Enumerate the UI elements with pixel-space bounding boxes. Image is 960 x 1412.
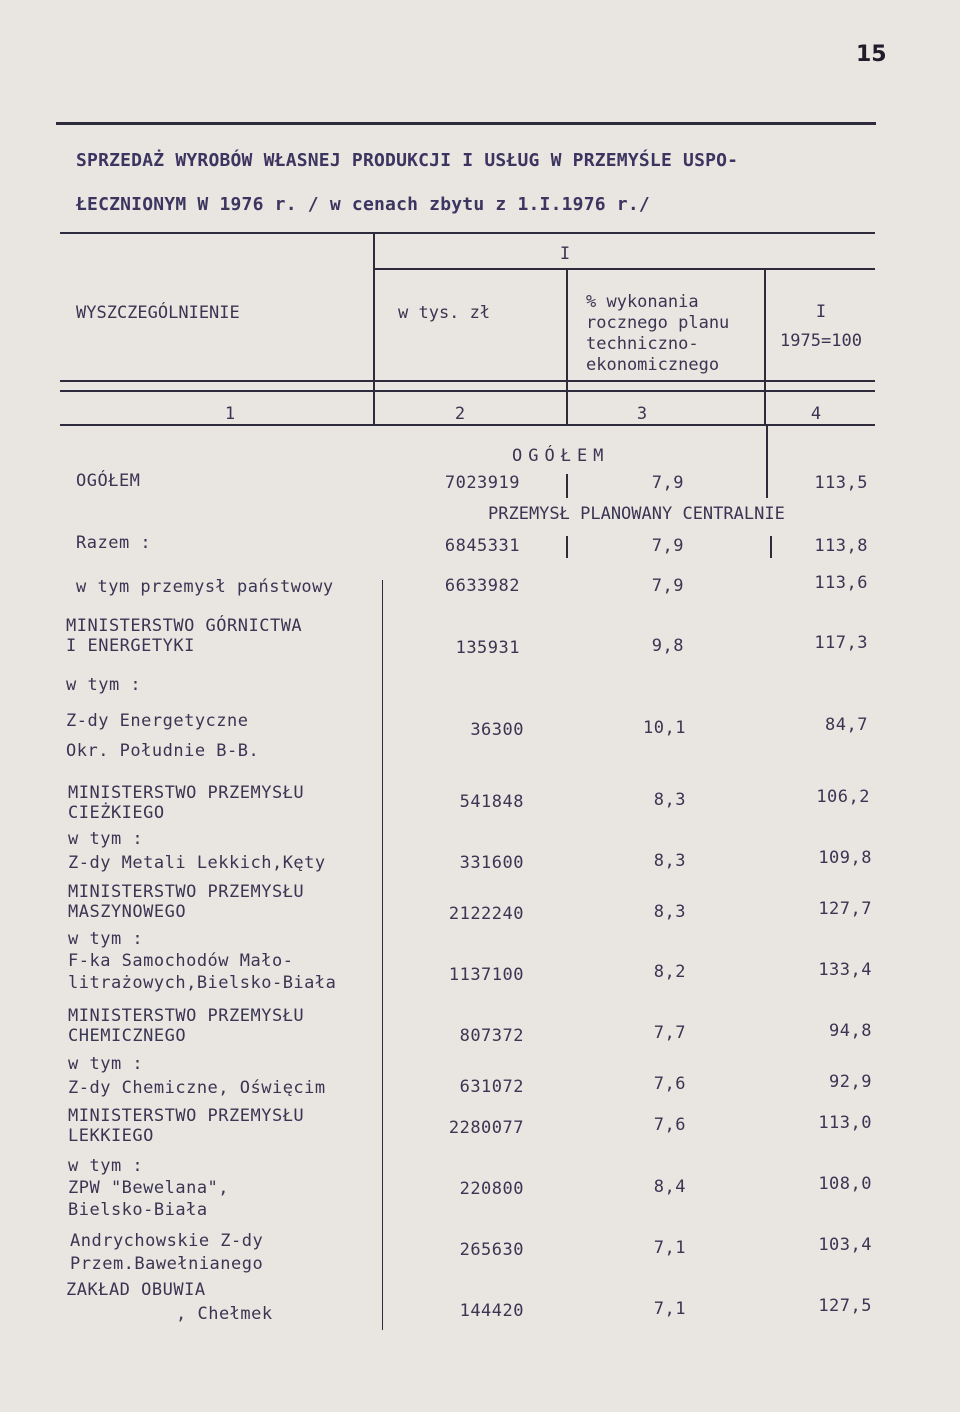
row-label-line: ZPW "Bewelana", [68,1178,230,1198]
header-bottom-rule [60,380,875,382]
row-label-line: Z-dy Metali Lekkich,Kęty [68,853,326,873]
row-label-line: w tym : [68,929,144,949]
row-label [68,1052,326,1100]
row-label [68,783,304,823]
col-number-4: 4 [810,404,822,424]
row-label-line: litrażowych,Bielsko-Biała [68,973,337,993]
col-number-3: 3 [636,404,648,424]
row-label-line: F-ka Samochodów Mało- [68,951,294,971]
header-col3 [586,292,729,376]
top-rule [56,122,876,125]
col-number-2: 2 [454,404,466,424]
row-label: w tym przemysł państwowy [76,577,334,597]
row-index: 127,7 [818,899,872,919]
row-value: 6845331 [444,536,520,556]
row-label [66,1278,273,1326]
body-divider-razem [566,536,568,558]
row-label-line: MINISTERSTWO PRZEMYSŁU [68,1006,305,1026]
row-pct: 7,9 [651,473,684,493]
row-index: 94,8 [829,1021,872,1041]
row-value: 36300 [470,720,524,740]
header-top-rule [60,232,875,234]
row-index: 113,5 [814,473,868,493]
row-label-line: MINISTERSTWO GÓRNICTWA [66,616,303,636]
row-label-line: Z-dy Chemiczne, Oświęcim [68,1078,326,1098]
header-col3-line3: techniczno- [586,334,699,354]
row-value: 631072 [459,1077,524,1097]
header-col3-line4: ekonomicznego [586,355,720,375]
row-pct: 7,1 [653,1299,686,1319]
row-value: 807372 [459,1026,524,1046]
row-label-line: LEKKIEGO [68,1126,154,1146]
row-value: 2280077 [448,1118,524,1138]
row-label: Razem : [76,533,152,553]
col-number-1: 1 [224,404,236,424]
row-label-line: Z-dy Energetyczne [66,711,249,731]
row-label-line: ZAKŁAD OBUWIA [66,1280,206,1300]
row-label [68,928,336,994]
header-group-label: I [559,244,571,264]
row-value: 331600 [459,853,524,873]
row-label-line: CHEMICZNEGO [68,1026,187,1046]
row-label [68,882,304,922]
row-value: 2122240 [448,904,524,924]
row-label [66,706,259,766]
row-index: 127,5 [818,1296,872,1316]
row-label-line: I ENERGETYKI [66,636,195,656]
row-value: 220800 [459,1179,524,1199]
column-number-rule [60,424,875,426]
row-pct: 7,9 [651,536,684,556]
section-central: PRZEMYSŁ PLANOWANY CENTRALNIE [488,504,785,524]
row-index: 117,3 [814,633,868,653]
header-bottom-rule-2 [60,390,875,392]
row-index: 113,8 [814,536,868,556]
header-divider-2 [566,270,568,424]
table-title-line1: SPRZEDAŻ WYROBÓW WŁASNEJ PRODUKCJI I USŁUG W PRZEMYŚLE USPO- [76,150,739,171]
header-col3-line1: % wykonania [586,292,699,312]
row-label-line: w tym : [68,1054,144,1074]
body-divider-left [382,580,383,1330]
row-label [68,1006,304,1046]
row-label-line: Bielsko-Biała [68,1200,208,1220]
row-pct: 8,3 [653,790,686,810]
row-label [70,1230,263,1276]
row-index: 133,4 [818,960,872,980]
section-total: OGÓŁEM [512,446,610,466]
row-label-line: , Chełmek [176,1304,273,1324]
header-col4-line2: 1975=100 [780,331,862,351]
row-label-line: MASZYNOWEGO [68,902,187,922]
row-label-line: Okr. Południe B-B. [66,741,260,761]
row-pct: 8,3 [653,902,686,922]
row-index: 113,0 [818,1113,872,1133]
row-pct: 8,2 [653,962,686,982]
row-label-line: MINISTERSTWO PRZEMYSŁU [68,882,305,902]
table-title-line2: ŁECZNIONYM W 1976 r. / w cenach zbytu z 1.I.1976 r./ [76,194,650,215]
row-label-line: MINISTERSTWO PRZEMYSŁU [68,783,305,803]
row-pct: 7,9 [651,576,684,596]
row-index: 106,2 [816,787,870,807]
body-divider-ogolem [566,474,568,498]
row-pct: 8,3 [653,851,686,871]
row-label-line: Przem.Bawełnianego [70,1254,264,1274]
row-pct: 8,4 [653,1177,686,1197]
page-number: 15 [856,42,887,67]
header-group-rule [373,268,875,270]
row-pct: 7,6 [653,1115,686,1135]
row-label-line: MINISTERSTWO PRZEMYSŁU [68,1106,305,1126]
row-label: w tym : [66,675,142,695]
row-index: 84,7 [825,715,868,735]
header-col4-line1: I [815,302,827,322]
row-value: 6633982 [444,576,520,596]
header-divider-1 [373,234,375,424]
row-index: 92,9 [829,1072,872,1092]
row-pct: 7,7 [653,1023,686,1043]
row-label: OGÓŁEM [76,471,141,491]
row-pct: 10,1 [643,718,686,738]
row-pct: 9,8 [651,636,684,656]
row-value: 1137100 [448,965,524,985]
row-value: 265630 [459,1240,524,1260]
row-index: 109,8 [818,848,872,868]
row-label [68,1106,304,1146]
row-label [66,616,302,656]
row-index: 103,4 [818,1235,872,1255]
header-col1: WYSZCZEGÓLNIENIE [76,303,240,323]
row-label-line: Andrychowskie Z-dy [70,1231,264,1251]
row-value: 7023919 [444,473,520,493]
header-col2: w tys. zł [398,303,491,323]
row-value: 144420 [459,1301,524,1321]
row-index: 108,0 [818,1174,872,1194]
row-pct: 7,6 [653,1074,686,1094]
row-value: 541848 [459,792,524,812]
row-label-line: CIEŻKIEGO [68,803,165,823]
row-label-line: w tym : [68,829,144,849]
row-label [68,1155,229,1221]
row-value: 135931 [455,638,520,658]
row-label [68,827,326,875]
header-col3-line2: rocznego planu [586,313,730,333]
row-pct: 7,1 [653,1238,686,1258]
row-index: 113,6 [814,573,868,593]
row-label-line: w tym : [68,1156,144,1176]
